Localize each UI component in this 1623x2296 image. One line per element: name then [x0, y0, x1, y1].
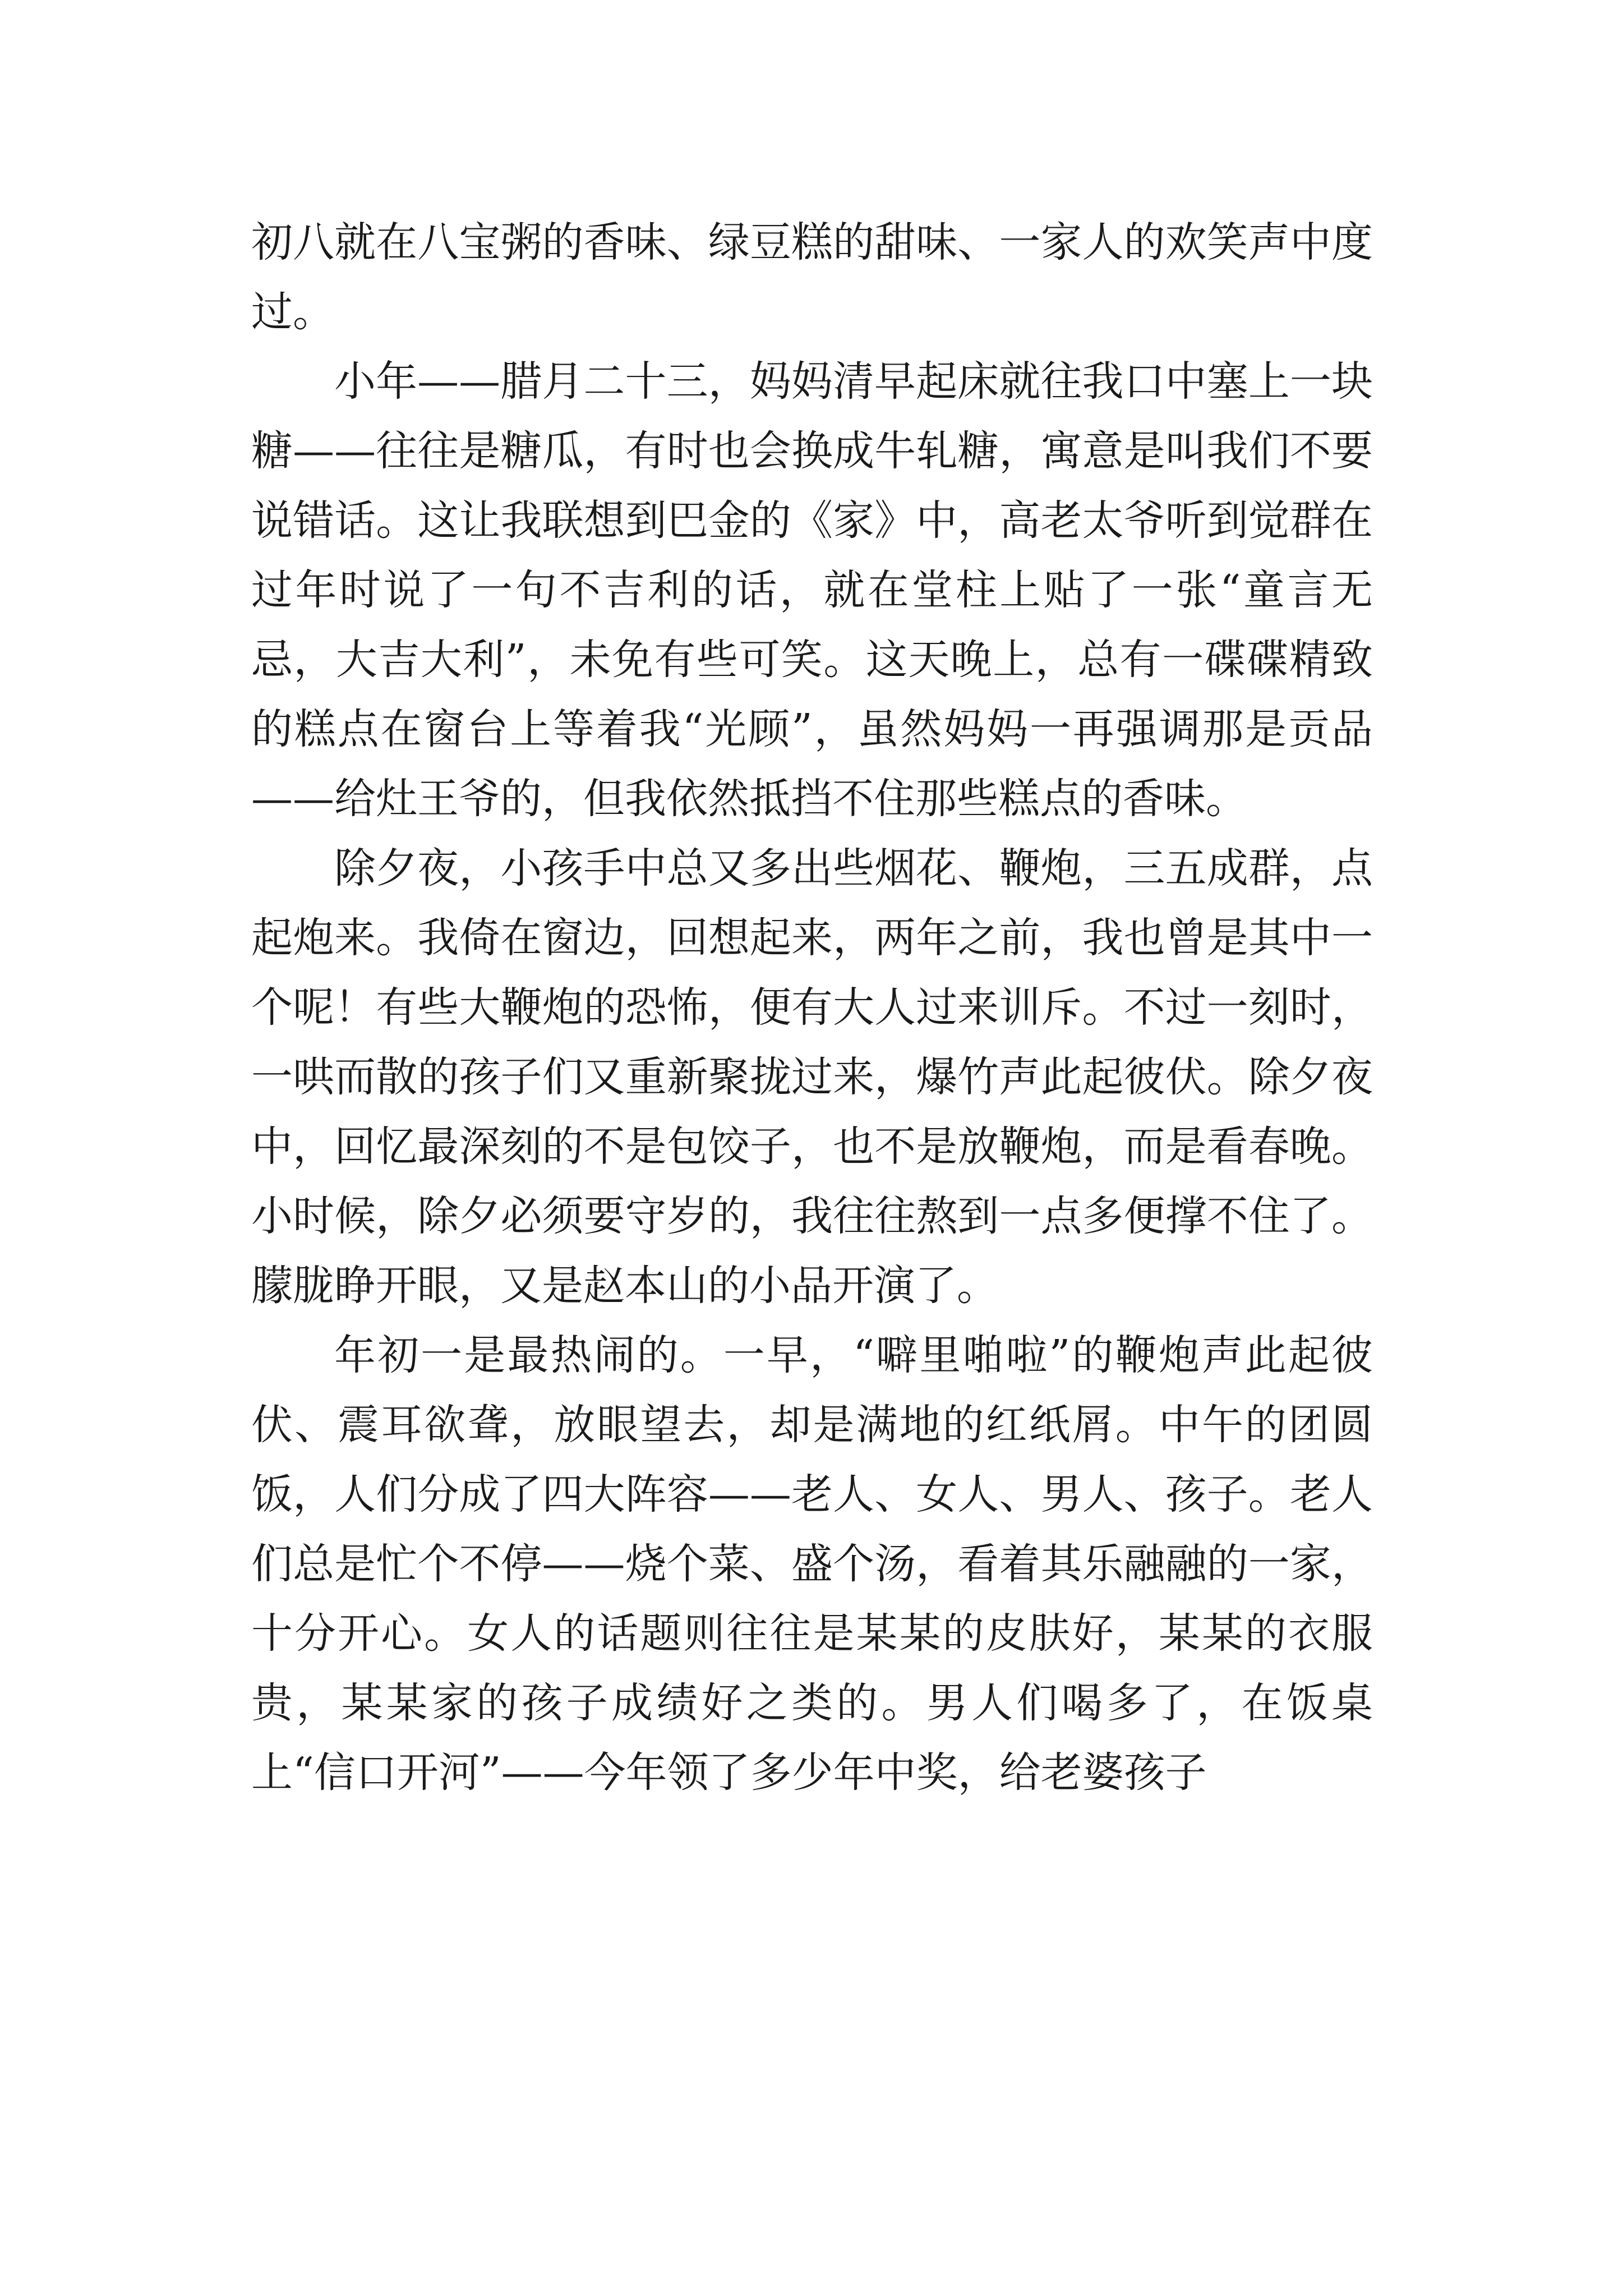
paragraph: 初八就在八宝粥的香味、绿豆糕的甜味、一家人的欢笑声中度过。 [251, 218, 1373, 336]
paragraph: 小年——腊月二十三，妈妈清早起床就往我口中塞上一块糖——往往是糖瓜，有时也会换成牛轧糖，寓意是叫我们不要说错话。这让我联想到巴金的《家》中，高老太爷听到觉群在过年时说了一句不吉利的话，就在堂柱上贴了一张“童言无忌，大吉大利”，未免有些可笑。这天晚上，总有一碟碟精致的糕点在窗台上等着我“光顾”，虽然妈妈一再强调那是贡品——给灶王爷的，但我依然抵挡不住那些糕点的香味。 [251, 357, 1373, 823]
body-text [251, 208, 1373, 1807]
paragraph: 除夕夜，小孩手中总又多出些烟花、鞭炮，三五成群，点起炮来。我倚在窗边，回想起来，两年之前，我也曾是其中一个呢！有些大鞭炮的恐怖，便有大人过来训斥。不过一刻时，一哄而散的孩子们又重新聚拢过来，爆竹声此起彼伏。除夕夜中，回忆最深刻的不是包饺子，也不是放鞭炮，而是看春晚。小时候，除夕必须要守岁的，我往往熬到一点多便撑不住了。朦胧睁开眼，又是赵本山的小品开演了。 [251, 844, 1373, 1310]
paragraph: 年初一是最热闹的。一早，“噼里啪啦”的鞭炮声此起彼伏、震耳欲聋，放眼望去，却是满地的红纸屑。中午的团圆饭，人们分成了四大阵容——老人、女人、男人、孩子。老人们总是忙个不停——烧个菜、盛个汤，看着其乐融融的一家，十分开心。女人的话题则往往是某某的皮肤好，某某的衣服贵，某某家的孩子成绩好之类的。男人们喝多了，在饭桌上“信口开河”——今年领了多少年中奖，给老婆孩子 [251, 1331, 1373, 1797]
